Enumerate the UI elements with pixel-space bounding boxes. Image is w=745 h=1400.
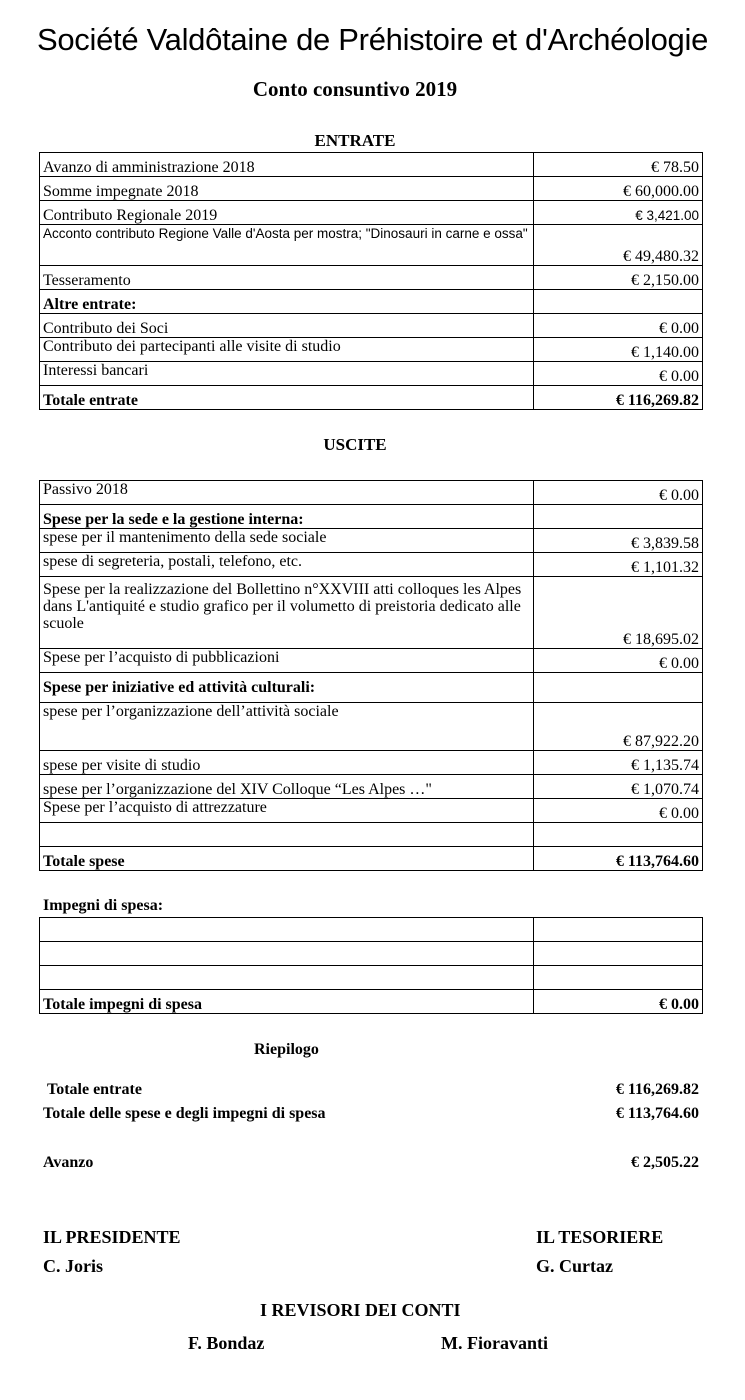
summary-label: Avanzo (43, 1154, 94, 1171)
total-label: Totale impegni di spesa (40, 990, 534, 1014)
empty-cell (534, 942, 703, 966)
table-row (40, 505, 703, 529)
presidente-title: IL PRESIDENTE (43, 1227, 181, 1247)
table-row (40, 362, 703, 386)
row-label: spese per l’organizzazione del XIV Colloque “Les Alpes …" (40, 775, 534, 799)
total-label: Totale entrate (40, 386, 534, 410)
row-label: Spese per iniziative ed attività culturali: (40, 673, 534, 703)
table-row (40, 153, 703, 177)
empty-cell (40, 823, 534, 847)
row-label: Passivo 2018 (40, 481, 534, 505)
total-row (40, 847, 703, 871)
table-row (40, 314, 703, 338)
table-row (40, 751, 703, 775)
row-amount: € 0.00 (534, 362, 703, 386)
table-row (40, 649, 703, 673)
riepilogo-heading: Riepilogo (254, 1041, 319, 1058)
row-label: Contributo dei Soci (40, 314, 534, 338)
total-label: Totale spese (40, 847, 534, 871)
total-amount: € 116,269.82 (534, 386, 703, 410)
tesoriere-name: G. Curtaz (536, 1256, 613, 1276)
empty-cell (40, 918, 534, 942)
row-amount: € 18,695.02 (534, 577, 703, 649)
empty-cell (534, 966, 703, 990)
row-amount (534, 673, 703, 703)
impegni-table (39, 917, 703, 1014)
table-row (40, 775, 703, 799)
empty-row (40, 823, 703, 847)
row-amount: € 1,070.74 (534, 775, 703, 799)
row-label: Somme impegnate 2018 (40, 177, 534, 201)
empty-cell (534, 918, 703, 942)
table-row (40, 201, 703, 225)
row-amount: € 0.00 (534, 799, 703, 823)
uscite-table (39, 480, 703, 871)
empty-cell (40, 942, 534, 966)
row-amount: € 60,000.00 (534, 177, 703, 201)
summary-label: Totale entrate (47, 1081, 142, 1098)
table-row (40, 577, 703, 649)
row-label: Tesseramento (40, 266, 534, 290)
row-amount: € 0.00 (534, 314, 703, 338)
row-amount: € 1,140.00 (534, 338, 703, 362)
empty-row (40, 918, 703, 942)
empty-cell (40, 966, 534, 990)
table-row (40, 703, 703, 751)
revisore-name: M. Fioravanti (441, 1333, 548, 1353)
row-amount: € 87,922.20 (534, 703, 703, 751)
revisori-title: I REVISORI DEI CONTI (260, 1300, 461, 1320)
entrate-table (39, 152, 703, 410)
table-row (40, 290, 703, 314)
empty-row (40, 966, 703, 990)
revisore-name: F. Bondaz (188, 1333, 265, 1353)
row-label: spese per visite di studio (40, 751, 534, 775)
table-row (40, 553, 703, 577)
table-row (40, 338, 703, 362)
row-amount (534, 290, 703, 314)
table-row (40, 225, 703, 266)
table-row (40, 529, 703, 553)
row-amount: € 0.00 (534, 649, 703, 673)
table-row (40, 266, 703, 290)
total-amount: € 113,764.60 (534, 847, 703, 871)
summary-amount: € 113,764.60 (615, 1105, 699, 1122)
summary-amount: € 2,505.22 (631, 1154, 699, 1171)
row-label: Acconto contributo Regione Valle d'Aosta per mostra; "Dinosauri in carne e ossa" (40, 225, 534, 266)
table-row (40, 673, 703, 703)
row-amount: € 2,150.00 (534, 266, 703, 290)
row-amount: € 49,480.32 (534, 225, 703, 266)
impegni-heading: Impegni di spesa: (43, 897, 164, 914)
table-row (40, 799, 703, 823)
organization-title: Société Valdôtaine de Préhistoire et d'Archéologie (36, 22, 709, 57)
row-amount: € 1,135.74 (534, 751, 703, 775)
tesoriere-title: IL TESORIERE (536, 1227, 664, 1247)
row-label: Spese per l’acquisto di attrezzature (40, 799, 534, 823)
total-row (40, 386, 703, 410)
row-amount: € 0.00 (534, 481, 703, 505)
row-label: Spese per l’acquisto di pubblicazioni (40, 649, 534, 673)
empty-row (40, 942, 703, 966)
table-row (40, 177, 703, 201)
row-label: Spese per la realizzazione del Bollettino n°XXVIII atti colloques les Alpes dans L'antiquité e studio grafico per il volumetto di preistoria dedicato alle scuole (40, 577, 534, 649)
row-label: Altre entrate: (40, 290, 534, 314)
row-amount (534, 505, 703, 529)
table-row (40, 481, 703, 505)
row-label: Contributo Regionale 2019 (40, 201, 534, 225)
row-label: spese per l’organizzazione dell’attività sociale (40, 703, 534, 751)
row-label: Avanzo di amministrazione 2018 (40, 153, 534, 177)
row-amount: € 3,839.58 (534, 529, 703, 553)
uscite-heading: USCITE (323, 435, 387, 454)
total-amount: € 0.00 (534, 990, 703, 1014)
summary-amount: € 116,269.82 (615, 1081, 699, 1098)
row-label: spese di segreteria, postali, telefono, etc. (40, 553, 534, 577)
document-title: Conto consuntivo 2019 (252, 77, 458, 101)
row-label: spese per il mantenimento della sede sociale (40, 529, 534, 553)
total-row (40, 990, 703, 1014)
row-amount: € 78.50 (534, 153, 703, 177)
row-label: Interessi bancari (40, 362, 534, 386)
presidente-name: C. Joris (43, 1256, 103, 1276)
row-label: Contributo dei partecipanti alle visite di studio (40, 338, 534, 362)
summary-label: Totale delle spese e degli impegni di spesa (43, 1105, 326, 1122)
empty-cell (534, 823, 703, 847)
row-amount: € 1,101.32 (534, 553, 703, 577)
row-amount: € 3,421.00 (534, 201, 703, 225)
row-label: Spese per la sede e la gestione interna: (40, 505, 534, 529)
entrate-heading: ENTRATE (314, 131, 396, 150)
